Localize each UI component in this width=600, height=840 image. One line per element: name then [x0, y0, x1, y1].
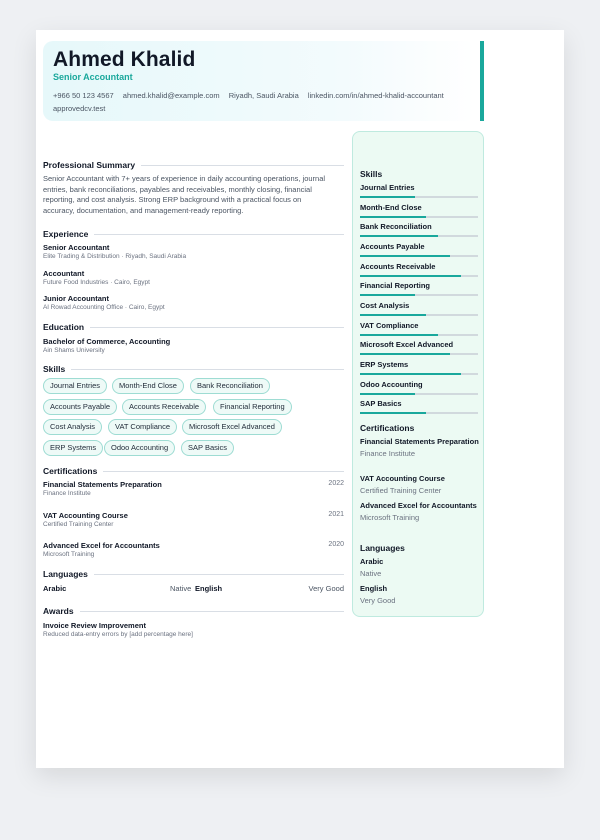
skill-level-fill [360, 255, 450, 257]
skill-chip: Odoo Accounting [104, 440, 175, 456]
sidebar-language-item: Arabic Native [360, 557, 384, 578]
sidebar-heading-skills: Skills [360, 169, 383, 179]
skill-level-fill [360, 196, 415, 198]
skill-chip: ERP Systems [43, 440, 103, 456]
sidebar-language-item: English Very Good [360, 584, 396, 605]
skill-meter: VAT Compliance [360, 321, 478, 336]
skill-meter: Cost Analysis [360, 301, 478, 316]
section-heading-certifications: Certifications [43, 466, 344, 476]
skill-level-fill [360, 393, 415, 395]
skill-meter: Accounts Payable [360, 242, 478, 257]
skill-level-fill [360, 275, 461, 277]
skill-meter: Microsoft Excel Advanced [360, 340, 478, 355]
skill-meter: Financial Reporting [360, 281, 478, 296]
skill-level-fill [360, 373, 461, 375]
candidate-role: Senior Accountant [53, 72, 133, 82]
skill-chip: Accounts Payable [43, 399, 117, 415]
sidebar-cert-item: VAT Accounting Course Certified Training Center [360, 474, 445, 495]
skill-level-fill [360, 412, 426, 414]
experience-item: Accountant Future Food Industries · Cairo, Egypt [43, 269, 150, 286]
certification-item: Advanced Excel for Accountants Microsoft Training 2020 [43, 541, 344, 558]
section-heading-skills: Skills [43, 364, 344, 374]
skill-chip: Month-End Close [112, 378, 184, 394]
skill-chip: Accounts Receivable [122, 399, 206, 415]
experience-item: Junior Accountant Al Rowad Accounting Office · Cairo, Egypt [43, 294, 165, 311]
resume-page [36, 30, 564, 768]
skill-level-fill [360, 334, 438, 336]
skill-meter: Bank Reconciliation [360, 222, 478, 237]
skill-chip: SAP Basics [181, 440, 234, 456]
section-heading-experience: Experience [43, 229, 344, 239]
candidate-name: Ahmed Khalid [53, 48, 196, 71]
sidebar-panel [352, 131, 484, 617]
skill-meter: Odoo Accounting [360, 380, 478, 395]
section-heading-awards: Awards [43, 606, 344, 616]
website-link[interactable]: approvedcv.test [53, 104, 106, 113]
sidebar-heading-languages: Languages [360, 543, 405, 553]
skill-meter: Accounts Receivable [360, 262, 478, 277]
skill-chip: Cost Analysis [43, 419, 102, 435]
certification-item: VAT Accounting Course Certified Training Center 2021 [43, 511, 344, 528]
skill-level-fill [360, 216, 426, 218]
skill-level-fill [360, 353, 450, 355]
sidebar-cert-item: Financial Statements Preparation Finance Institute [360, 437, 479, 458]
education-item: Bachelor of Commerce, Accounting Ain Shams University [43, 337, 171, 354]
section-heading-education: Education [43, 322, 344, 332]
skill-chip: Microsoft Excel Advanced [182, 419, 282, 435]
contact-line [53, 89, 473, 115]
location: Riyadh, Saudi Arabia [228, 91, 299, 100]
experience-item: Senior Accountant Elite Trading & Distribution · Riyadh, Saudi Arabia [43, 243, 187, 260]
skill-level-fill [360, 294, 415, 296]
skill-level-fill [360, 235, 438, 237]
skill-meter: Journal Entries [360, 183, 478, 198]
skill-meter: SAP Basics [360, 399, 478, 414]
skill-meter: Month-End Close [360, 203, 478, 218]
skill-meter: ERP Systems [360, 360, 478, 375]
section-heading-summary: Professional Summary [43, 160, 344, 170]
skill-chip: Financial Reporting [213, 399, 292, 415]
award-item: Invoice Review Improvement Reduced data-entry errors by [add percentage here] [43, 621, 193, 638]
skill-level-fill [360, 314, 426, 316]
sidebar-heading-certifications: Certifications [360, 423, 415, 433]
linkedin-link[interactable]: linkedin.com/in/ahmed-khalid-accountant [307, 91, 444, 100]
phone: +966 50 123 4567 [53, 91, 114, 100]
certification-item: Financial Statements Preparation Finance Institute 2022 [43, 480, 344, 497]
section-heading-languages: Languages [43, 569, 344, 579]
skill-chip: Bank Reconciliation [190, 378, 270, 394]
header-accent-bar [480, 41, 484, 121]
skill-chip: Journal Entries [43, 378, 107, 394]
sidebar-cert-item: Advanced Excel for Accountants Microsoft Training [360, 501, 477, 522]
summary-text: Senior Accountant with 7+ years of experience in daily accounting operations, journal entries, bank reconciliations, payables and receivables, monthly closing, financial reporting, and cost analysis. Strong ERP background with a practical focus on accuracy, documentation, and management-ready reporting. [43, 174, 326, 215]
email-link[interactable]: ahmed.khalid@example.com [122, 91, 220, 100]
skill-chip: VAT Compliance [108, 419, 177, 435]
